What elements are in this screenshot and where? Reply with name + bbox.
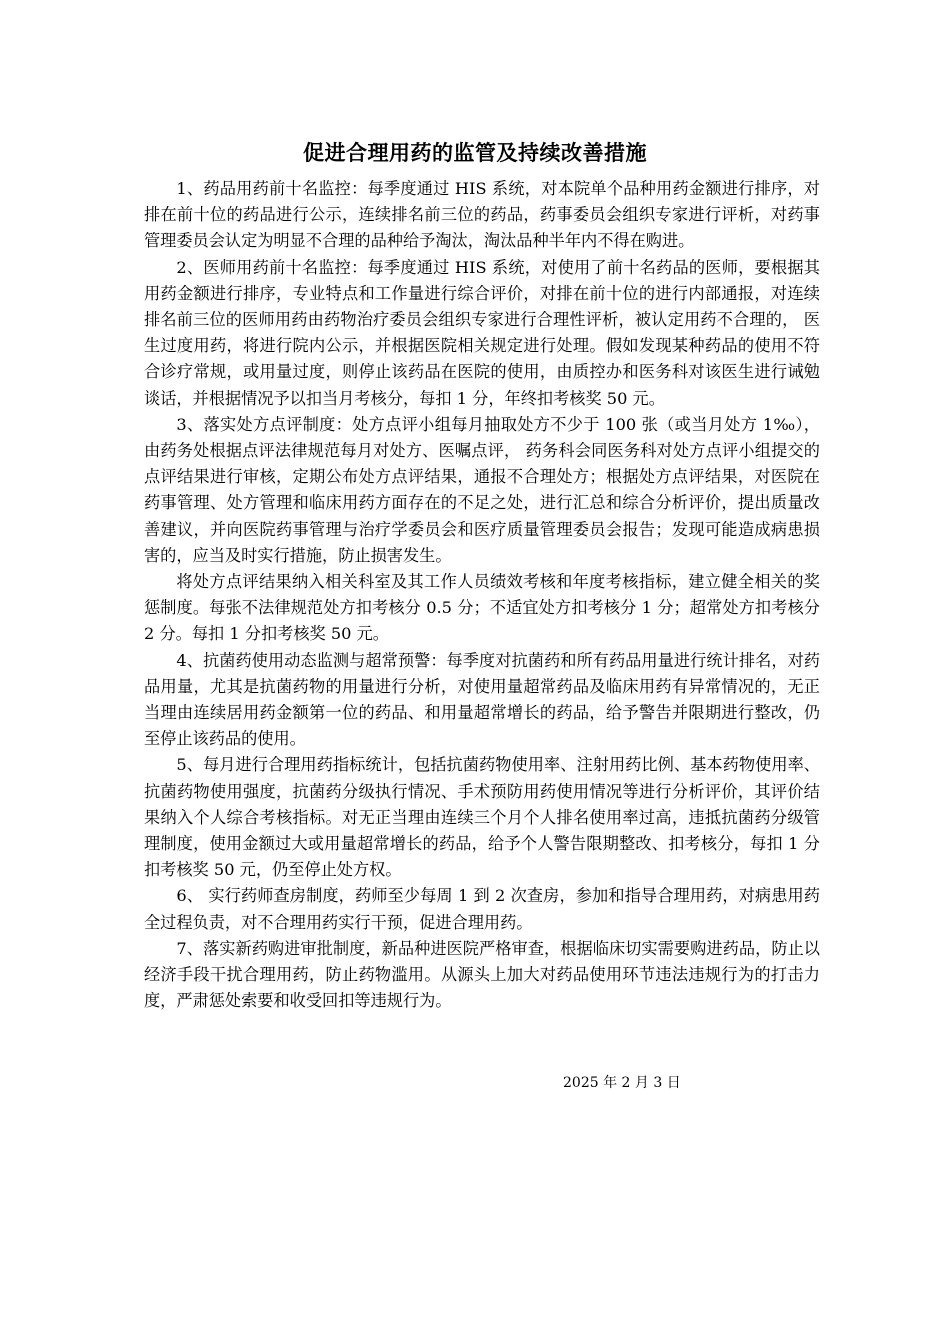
paragraph-5: 5、每月进行合理用药指标统计，包括抗菌药物使用率、注射用药比例、基本药物使用率、抗菌药物使用强度，抗菌药分级执行情况、手术预防用药使用情况等进行分析评价，其评价结果纳入个人综合考核指标。对无正当理由连续三个月个人排名使用率过高，违抵抗菌药分级管理制度，使用金额过大或用量超常增长的药品，给予个人警告限期整改、扣考核分，每扣 1 分扣考核奖 50 元，仍至停止处方权。 xyxy=(144,755,820,880)
paragraph-7: 7、落实新药购进审批制度，新品种进医院严格审查，根据临床切实需要购进药品，防止以经济手段干扰合理用药，防止药物滥用。从源头上加大对药品使用环节违法违规行为的打击力度，严肃惩处索要和收受回扣等违规行为。 xyxy=(144,938,820,1011)
document-date: 2025 年 2 月 3 日 xyxy=(563,1075,681,1091)
paragraph-6: 6、 实行药师查房制度，药师至少每周 1 到 2 次查房，参加和指导合理用药，对病患用药全过程负责，对不合理用药实行干预，促进合理用药。 xyxy=(144,886,820,932)
paragraph-2: 2、医师用药前十名监控：每季度通过 HIS 系统，对使用了前十名药品的医师，要根据其用药金额进行排序，专业特点和工作量进行综合评价，对排在前十位的进行内部通报，对连续排名前三位的医师用药由药物治疗委员会组织专家进行合理性评析，被认定用药不合理的， 医生过度用药，将进行院内公示，并根据医院相关规定进行处理。假如发现某种药品的使用不符合诊疗常规，或用量过度，则停止该药品在医院的使用，由质控办和医务科对该医生进行诫勉谈话，并根据情况予以扣当月考核分，每扣 1 分，年终扣考核奖 50 元。 xyxy=(144,257,820,408)
paragraph-3-supplement: 将处方点评结果纳入相关科室及其工作人员绩效考核和年度考核指标，建立健全相关的奖惩制度。每张不法律规范处方扣考核分 0.5 分；不适宜处方扣考核分 1 分；超常处方扣考核分 2 分。每扣 1 分扣考核奖 50 元。 xyxy=(144,572,820,644)
document-title: 促进合理用药的监管及持续改善措施 xyxy=(303,141,647,165)
paragraph-4: 4、抗菌药使用动态监测与超常预警：每季度对抗菌药和所有药品用量进行统计排名，对药品用量，尤其是抗菌药物的用量进行分析，对使用量超常药品及临床用药有异常情况的，无正当理由连续居用药金额第一位的药品、和用量超常增长的药品，给予警告并限期进行整改，仍至停止该药品的使用。 xyxy=(144,650,820,749)
paragraph-3: 3、落实处方点评制度：处方点评小组每月抽取处方不少于 100 张（或当月处方 1‰），由药务处根据点评法律规范每月对处方、医嘱点评， 药务科会同医务科对处方点评小组提交的点评结果进行审核，定期公布处方点评结果，通报不合理处方；根据处方点评结果，对医院在药事管理、处方管理和临床用药方面存在的不足之处，进行汇总和综合分析评价，提出质量改善建议，并向医院药事管理与治疗学委员会和医疗质量管理委员会报告；发现可能造成病患损害的，应当及时实行措施，防止损害发生。 xyxy=(144,414,820,565)
paragraph-1: 1、药品用药前十名监控：每季度通过 HIS 系统，对本院单个品种用药金额进行排序，对排在前十位的药品进行公示，连续排名前三位的药品，药事委员会组织专家进行评析，对药事管理委员会认定为明显不合理的品种给予淘汰，淘汰品种半年内不得在购进。 xyxy=(144,179,820,251)
document-body xyxy=(144,176,820,1015)
